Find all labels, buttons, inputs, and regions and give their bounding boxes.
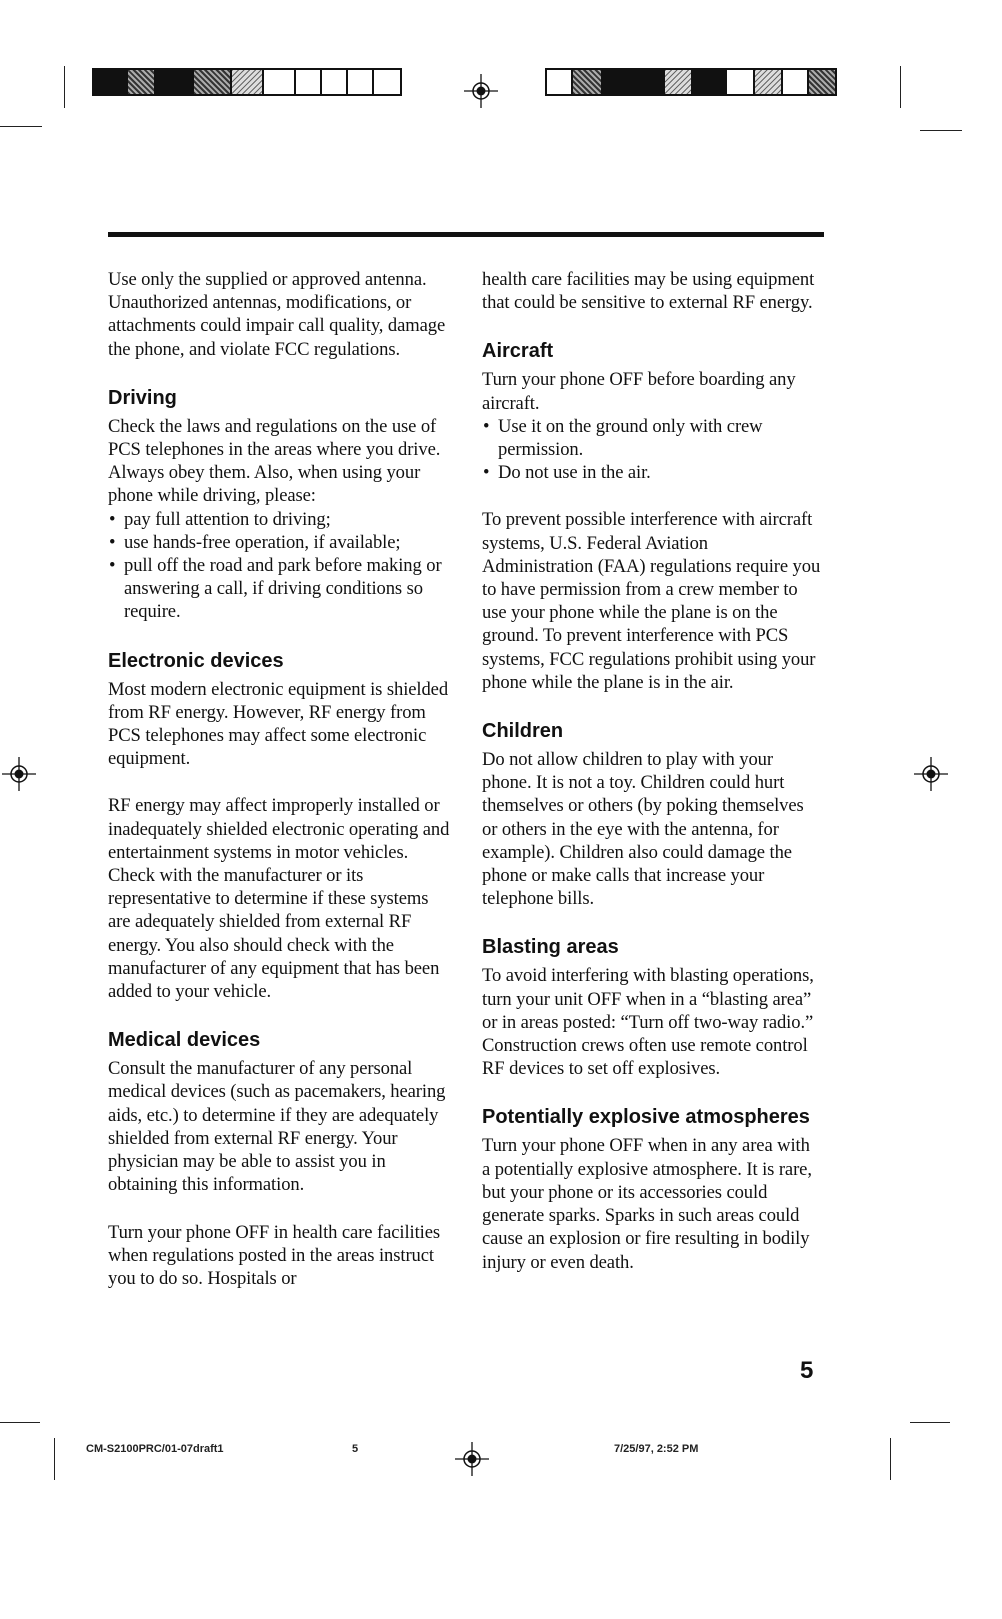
right-column [482,268,822,1298]
explosive-paragraph: Turn your phone OFF when in any area with a potentially explosive atmosphere. It is rare, but your phone or its accessories could generate sparks. Sparks in such areas could cause an explosion or fire resulting in bodily injury or even death. [482,1135,812,1273]
registration-target-icon [455,1442,489,1476]
list-item: • use hands-free operation, if available; [108,531,453,554]
list-item: • Do not use in the air. [482,461,822,484]
section-heading-aircraft: Aircraft [482,340,554,363]
crop-mark [64,66,65,108]
section-heading-explosive-atmospheres: Potentially explosive atmospheres [482,1106,810,1129]
list-item: • pay full attention to driving; [108,508,453,531]
page-number: 5 [800,1357,814,1384]
crop-mark [910,1422,950,1423]
medical-paragraph-1: Consult the manufacturer of any personal medical devices (such as pacemakers, hearing aids, etc.) to determine if they are adequately shielded from external RF energy. Your physician may be able to assist you in obtaining this information. [108,1058,446,1196]
section-heading-driving: Driving [108,386,177,409]
crop-mark [890,1438,891,1480]
list-item: • Use it on the ground only with crew permission. [482,415,822,461]
aircraft-faa-paragraph: To prevent possible interference with aircraft systems, U.S. Federal Aviation Administration (FAA) regulations require you to have permission from a crew member to use your phone while the plane is on the ground. To prevent interference with PCS systems, FCC regulations prohibit using your phone while the plane is in the air. [482,509,821,693]
footer-timestamp: 7/25/97, 2:52 PM [614,1443,699,1455]
footer-doc-id: CM-S2100PRC/01-07draft1 [86,1443,224,1455]
driving-paragraph: Check the laws and regulations on the use of PCS telephones in the areas where you drive. Always obey them. Also, when using your phone while driving, please: [108,415,441,507]
crop-mark [900,66,901,108]
blasting-paragraph: To avoid interfering with blasting operations, turn your unit OFF when in a “blasting area” or in areas posted: “Turn off two-way radio.” Construction crews often use remote control RF devices to set off explosives. [482,965,814,1080]
registration-target-icon [464,74,498,108]
aircraft-bullet-list [482,415,822,485]
header-rule [108,232,824,237]
crop-mark [54,1438,55,1480]
registration-target-icon [914,757,948,791]
list-item: • pull off the road and park before making or answering a call, if driving conditions so require. [108,554,453,624]
medical-paragraph-2: Turn your phone OFF in health care facilities when regulations posted in the areas instruct you to do so. Hospitals or [108,1221,441,1289]
aircraft-paragraph: Turn your phone OFF before boarding any aircraft. [482,369,796,414]
section-heading-children: Children [482,720,564,743]
crop-mark [0,1422,40,1423]
crop-mark [920,130,962,131]
registration-target-icon [2,757,36,791]
health-care-continued-paragraph: health care facilities may be using equipment that could be sensitive to external RF energy. [482,269,815,314]
section-heading-medical-devices: Medical devices [108,1029,261,1052]
registration-color-bar-left [92,68,400,96]
electronic-paragraph-1: Most modern electronic equipment is shielded from RF energy. However, RF energy from PCS telephones may affect some electronic equipment. [108,678,449,770]
registration-color-bar-right [545,68,835,96]
antenna-paragraph: Use only the supplied or approved antenna. Unauthorized antennas, modifications, or attachments could impair call quality, damage the phone, and violate FCC regulations. [108,269,446,360]
crop-mark [0,126,42,127]
electronic-paragraph-2: RF energy may affect improperly installed or inadequately shielded electronic operating and entertainment systems in motor vehicles. Check with the manufacturer or its representative to determine if these systems are adequately shielded from external RF energy. You also should check with the manufacturer of any equipment that has been added to your vehicle. [108,795,450,1003]
children-paragraph: Do not allow children to play with your phone. It is not a toy. Children could hurt themselves or others (by poking themselves or others in the eye with the antenna, for example). Children also could damage the phone or make calls that increase your telephone bills. [482,749,804,910]
left-column [108,268,453,1314]
footer-page: 5 [352,1443,359,1455]
section-heading-electronic-devices: Electronic devices [108,649,284,672]
driving-bullet-list [108,508,453,624]
section-heading-blasting-areas: Blasting areas [482,936,619,959]
